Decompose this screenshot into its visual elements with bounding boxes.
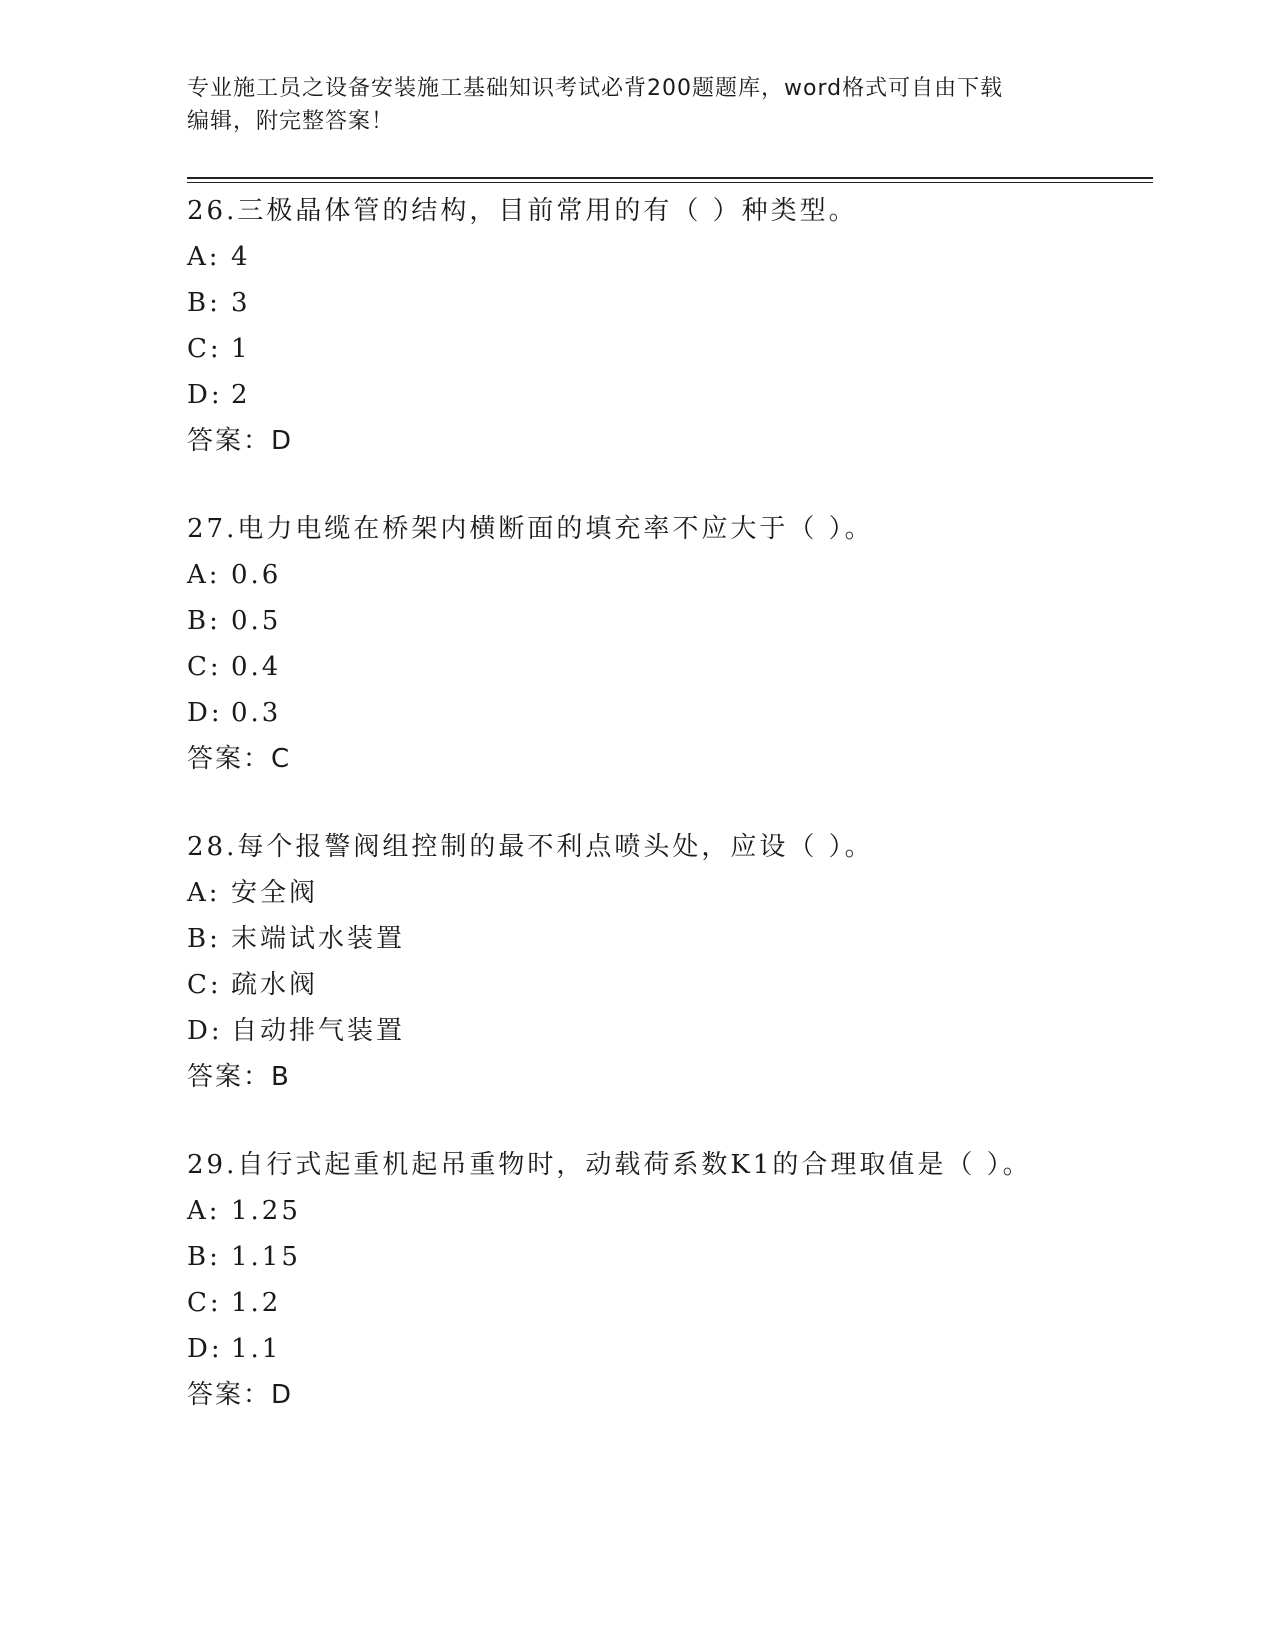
option-c xyxy=(187,1280,1153,1326)
option-c xyxy=(187,962,1153,1008)
question-stem: 电力电缆在桥架内横断面的填充率不应大于（ ）。 xyxy=(237,514,874,544)
question-stem: 每个报警阀组控制的最不利点喷头处，应设（ ）。 xyxy=(237,832,874,862)
option-label: B: xyxy=(187,606,221,636)
option-a xyxy=(187,552,1153,598)
option-text: 疏水阀 xyxy=(231,970,319,1000)
question-27 xyxy=(187,506,1153,782)
option-label: B: xyxy=(187,288,221,318)
option-text: 0.5 xyxy=(231,606,282,636)
header-divider-thin xyxy=(187,182,1153,183)
option-d xyxy=(187,372,1153,418)
answer-line xyxy=(187,736,1153,782)
question-list xyxy=(187,188,1153,1460)
question-29 xyxy=(187,1142,1153,1418)
answer-label: 答案： xyxy=(187,426,272,456)
question-text xyxy=(187,1142,1153,1188)
option-text: 0.3 xyxy=(231,698,282,728)
option-a xyxy=(187,870,1153,916)
option-b xyxy=(187,280,1153,326)
answer-label: 答案： xyxy=(187,1062,272,1092)
question-text xyxy=(187,824,1153,870)
option-text: 2 xyxy=(231,380,251,410)
option-text: 1.2 xyxy=(231,1288,282,1318)
document-header xyxy=(187,72,1067,138)
question-text xyxy=(187,506,1153,552)
option-label: A: xyxy=(187,242,221,272)
answer-value: D xyxy=(271,426,294,456)
option-label: C: xyxy=(187,652,222,682)
answer-value: C xyxy=(271,744,292,774)
option-label: D: xyxy=(187,1334,223,1364)
option-c xyxy=(187,644,1153,690)
option-text: 0.4 xyxy=(231,652,282,682)
option-b xyxy=(187,916,1153,962)
option-label: A: xyxy=(187,1196,221,1226)
option-b xyxy=(187,1234,1153,1280)
question-26 xyxy=(187,188,1153,464)
option-label: A: xyxy=(187,560,221,590)
question-text xyxy=(187,188,1153,234)
option-c xyxy=(187,326,1153,372)
option-text: 末端试水装置 xyxy=(231,924,406,954)
option-label: A: xyxy=(187,878,221,908)
option-label: D: xyxy=(187,1016,223,1046)
question-stem: 三极晶体管的结构，目前常用的有（ ）种类型。 xyxy=(237,196,858,226)
answer-label: 答案： xyxy=(187,1380,272,1410)
header-title-line-1: 专业施工员之设备安装施工基础知识考试必背200题题库，word格式可自由下载 xyxy=(187,76,1004,101)
answer-line xyxy=(187,1372,1153,1418)
question-28 xyxy=(187,824,1153,1100)
option-label: D: xyxy=(187,380,223,410)
option-d xyxy=(187,690,1153,736)
option-label: C: xyxy=(187,1288,222,1318)
option-label: B: xyxy=(187,924,221,954)
answer-line xyxy=(187,418,1153,464)
option-d xyxy=(187,1008,1153,1054)
answer-value: D xyxy=(271,1380,294,1410)
header-divider-thick xyxy=(187,177,1153,179)
option-label: D: xyxy=(187,698,223,728)
option-text: 1.25 xyxy=(231,1196,301,1226)
option-text: 1.1 xyxy=(231,1334,282,1364)
question-number: 26. xyxy=(187,196,238,226)
option-label: B: xyxy=(187,1242,221,1272)
answer-value: B xyxy=(271,1062,291,1092)
option-b xyxy=(187,598,1153,644)
option-text: 1.15 xyxy=(231,1242,301,1272)
question-number: 28. xyxy=(187,832,238,862)
option-label: C: xyxy=(187,970,222,1000)
option-text: 安全阀 xyxy=(231,878,319,908)
answer-line xyxy=(187,1054,1153,1100)
header-title-line-2: 编辑，附完整答案！ xyxy=(187,109,395,134)
option-a xyxy=(187,234,1153,280)
answer-label: 答案： xyxy=(187,744,272,774)
question-number: 29. xyxy=(187,1150,238,1180)
option-text: 3 xyxy=(231,288,251,318)
option-text: 4 xyxy=(231,242,251,272)
option-d xyxy=(187,1326,1153,1372)
question-number: 27. xyxy=(187,514,238,544)
option-text: 自动排气装置 xyxy=(231,1016,406,1046)
option-text: 0.6 xyxy=(231,560,282,590)
question-stem: 自行式起重机起吊重物时，动载荷系数K1的合理取值是（ ）。 xyxy=(237,1150,1032,1180)
option-text: 1 xyxy=(231,334,251,364)
option-label: C: xyxy=(187,334,222,364)
option-a xyxy=(187,1188,1153,1234)
